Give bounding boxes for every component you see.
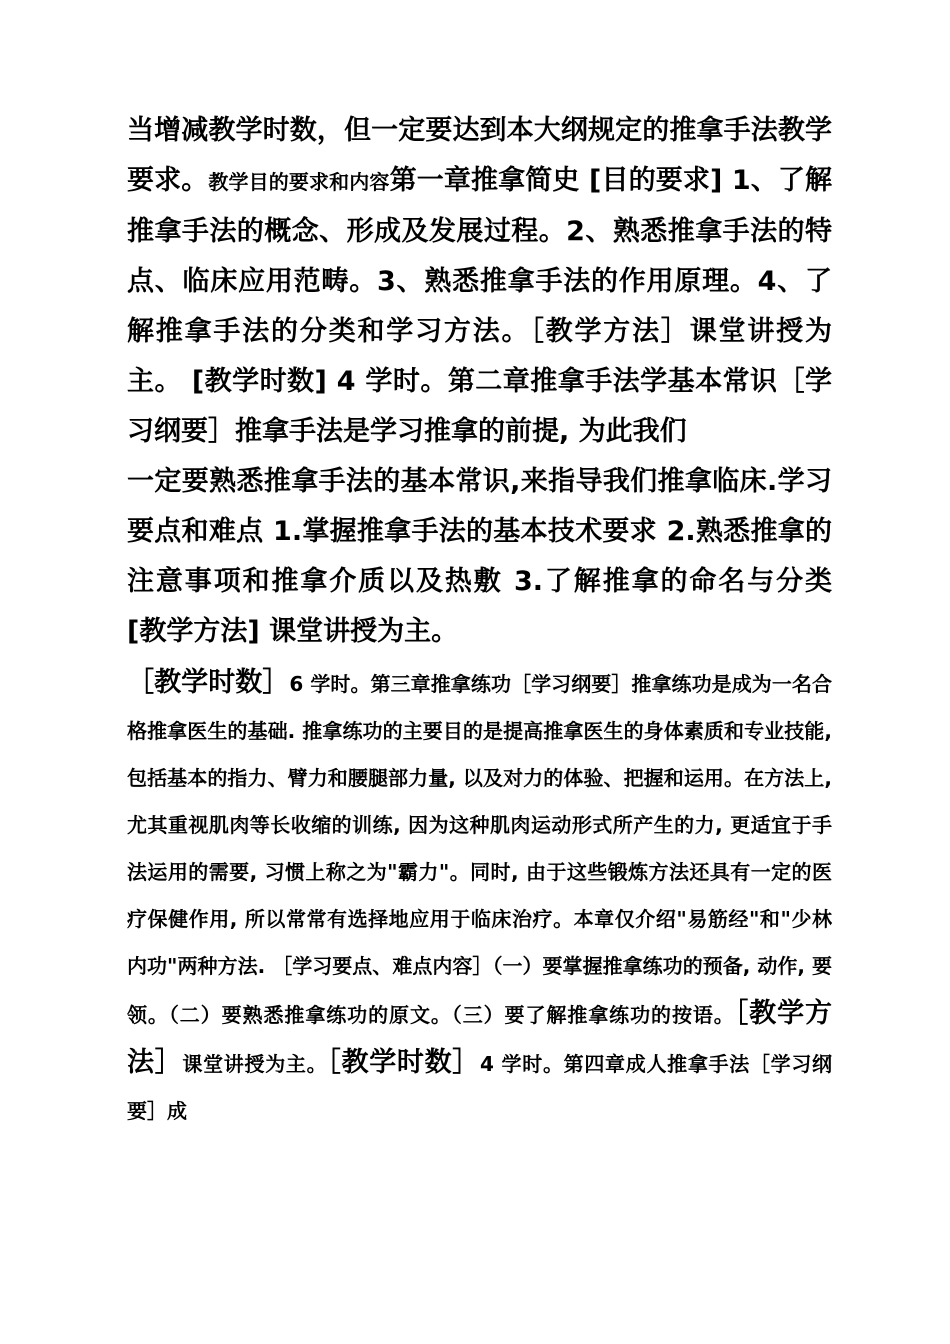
section-heading-small: 教学目的要求和内容 (208, 170, 390, 194)
paragraph-1-text-c: 第一章推拿简史 [目的要求] 1、了解推拿手法的概念、形成及发展过程。2、熟悉推拿手法的特点、临床应用范畴。3、熟悉推拿手法的作用原理。4、了解推拿手法的分类和学习方法。［教学方法］课堂讲授为主。 [教学时数] 4 学时。第二章推拿手法学基本常识［学习纲要］推拿手法是学习推拿的前提, 为此我们 (127, 165, 833, 447)
paragraph-1-text-a: 当增减教学时数，但一定要达到本大纲规定的推拿手法教学要求。 (127, 115, 832, 196)
paragraph-3-text-main: 6 学时。第三章推拿练功［学习纲要］推拿练功是成为一名合格推拿医生的基础. 推拿练功的主要目的是提高推拿医生的身体素质和专业技能, 包括基本的指力、臂力和腰腿部力量, 以及对力的体验、把握和运用。在方法上, 尤其重视肌肉等长收缩的训练, 因为这种肌肉运动形式所产生的力, 更适宜于手法运用的需要, 习惯上称之为"霸力"。同时, 由于这些锻炼方法还具有一定的医疗保健作用, 所以常常有选择地应用于临床治疗。本章仅介绍"易筋经"和"少林内功"两种方法. ［学习要点、难点内容］（一）要掌握推拿练功的预备, 动作, 要领。（二）要熟悉推拿练功的原文。（三）要了解推拿练功的按语。 (127, 672, 832, 1027)
paragraph-3-text-method: 课堂讲授为主。 (182, 1052, 328, 1076)
paragraph-3 (127, 659, 832, 1135)
paragraph-1 (127, 106, 832, 457)
bracket-heading-hours: ［教学时数］ (127, 667, 290, 698)
bracket-heading-hours-2: ［教学时数］ (327, 1047, 480, 1078)
document-body (127, 106, 832, 1135)
paragraph-2: 一定要熟悉推拿手法的基本常识,来指导我们推拿临床.学习要点和难点 1.掌握推拿手法的基本技术要求 2.熟悉推拿的注意事项和推拿介质以及热敷 3.了解推拿的命名与分类 [教学方法] 课堂讲授为主。 (127, 466, 832, 647)
bracket-heading-method: ［教学方法］ (127, 998, 833, 1078)
paragraph-3-text-end: 4 学时。第四章成人推拿手法［学习纲要］成 (127, 1052, 833, 1123)
